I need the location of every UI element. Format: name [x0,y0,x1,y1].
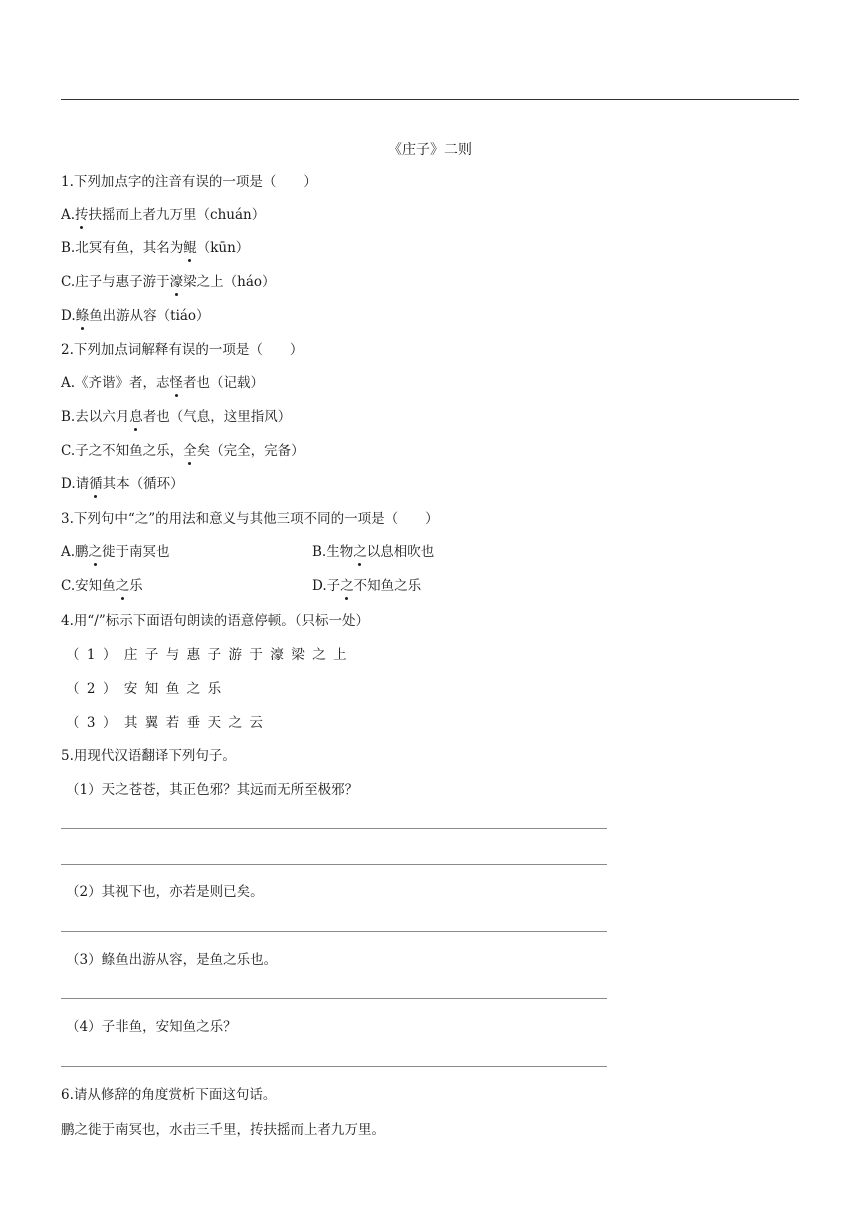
q2-option-b: B.去以六月息者也（气息，这里指风） [61,409,292,425]
answer-line[interactable] [61,998,607,999]
q2-option-a: A.《齐谐》者，志怪者也（记载） [61,375,265,391]
q5-item-2: （2）其视下也，亦若是则已矣。 [66,884,264,900]
q4-item-1: （1）庄子与惠子游于濠梁之上 [66,647,355,663]
q4-item-2: （2）安知鱼之乐 [66,681,229,697]
q5-item-3: （3）鲦鱼出游从容，是鱼之乐也。 [66,952,278,968]
emphasis-dot: 息 [129,409,143,425]
q2-stem: 2.下列加点词解释有误的一项是（ ） [61,342,304,358]
emphasis-dot: 抟 [75,207,89,223]
q5-item-1: （1）天之苍苍，其正色邪？其远而无所至极邪？ [66,782,359,798]
answer-line[interactable] [61,828,607,829]
emphasis-dot: 之 [340,578,354,594]
emphasis-dot: 之 [353,544,367,560]
q6-quote: 鹏之徙于南冥也，水击三千里，抟扶摇而上者九万里。 [61,1122,385,1138]
document-title: 《庄子》二则 [388,142,472,158]
q1-option-c: C.庄子与惠子游于濠梁之上（háo） [61,274,276,290]
q2-option-c: C.子之不知鱼之乐，全矣（完全，完备） [61,443,305,459]
q4-stem: 4.用“/”标示下面语句朗读的语意停顿。（只标一处） [61,613,369,629]
q6-stem: 6.请从修辞的角度赏析下面这句话。 [61,1087,277,1103]
emphasis-dot: 怪 [169,375,184,391]
q4-item-3: （3）其翼若垂天之云 [66,715,271,731]
q1-stem: 1.下列加点字的注音有误的一项是（ ） [61,174,317,190]
q3-stem: 3.下列句中“之”的用法和意义与其他三项不同的一项是（ ） [61,511,439,527]
q3-option-c: C.安知鱼之乐 [61,578,143,594]
emphasis-dot: 濠 [169,274,184,290]
answer-line[interactable] [61,931,607,932]
emphasis-dot: 之 [115,578,130,594]
q2-option-d: D.请循其本（循环） [61,476,184,492]
q5-item-4: （4）子非鱼，安知鱼之乐？ [66,1019,237,1035]
emphasis-dot: 鲦 [75,308,90,324]
q3-option-d: D.子之不知鱼之乐 [312,578,422,594]
emphasis-dot: 鲲 [183,240,197,256]
q1-option-a: A.抟扶摇而上者九万里（chuán） [61,207,266,223]
q1-option-b: B.北冥有鱼，其名为鲲（kūn） [61,240,250,256]
q3-option-a: A.鹏之徙于南冥也 [61,544,170,560]
emphasis-dot: 之 [88,544,103,560]
answer-line[interactable] [61,1066,607,1067]
q1-option-d: D.鲦鱼出游从容（tiáo） [61,308,210,324]
header-rule [61,99,799,100]
answer-line[interactable] [61,864,607,865]
q5-stem: 5.用现代汉语翻译下列句子。 [61,748,236,764]
emphasis-dot: 全 [183,443,197,459]
q3-option-b: B.生物之以息相吹也 [312,544,435,560]
emphasis-dot: 循 [89,476,103,492]
